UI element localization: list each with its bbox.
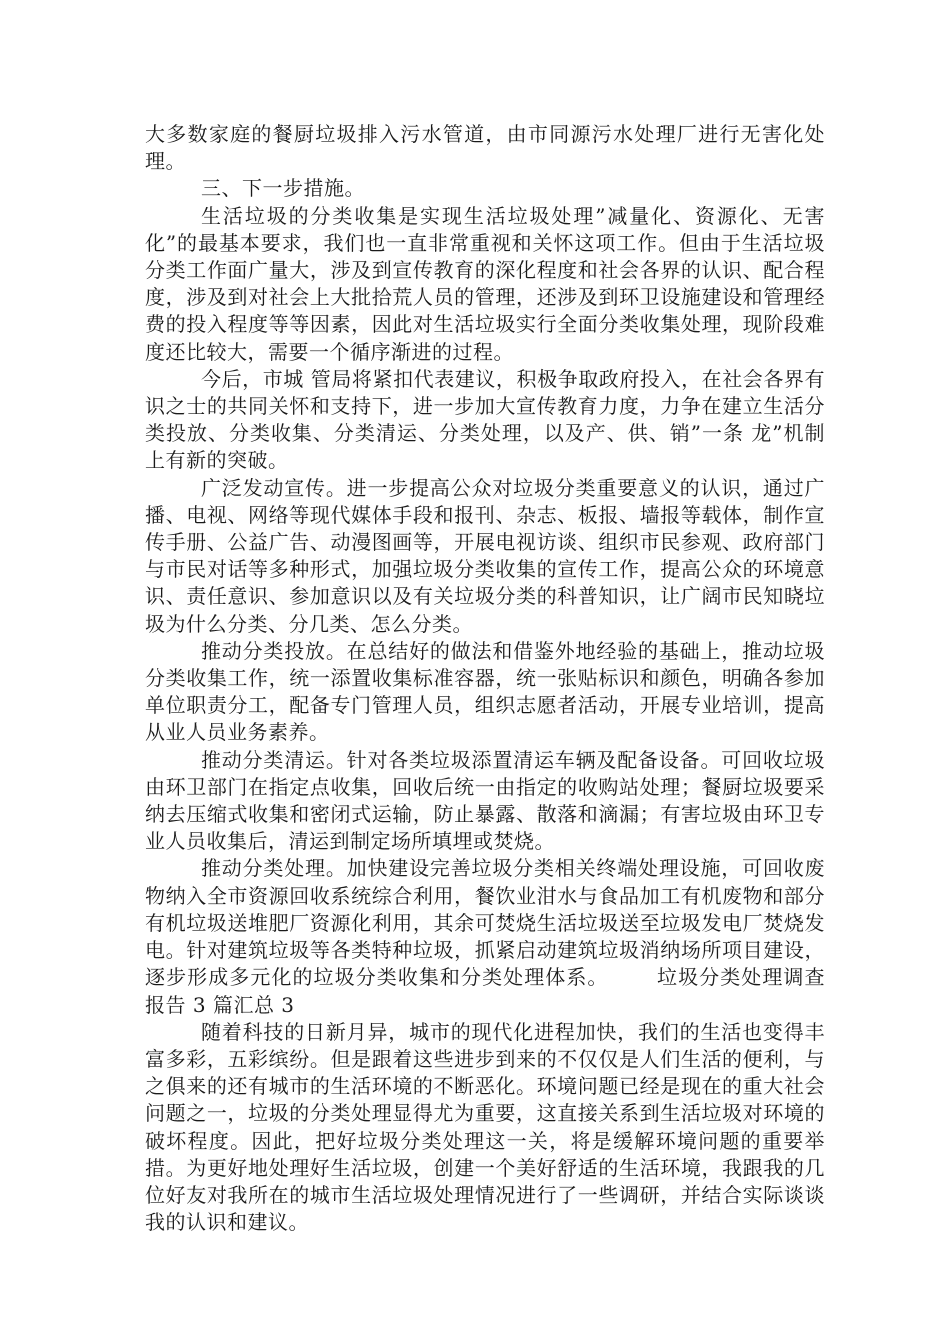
- report-section-heading: 垃圾分类处理调查报告 3 篇汇总 3: [145, 965, 826, 1017]
- section-heading-next-steps: 三、下一步措施。: [201, 176, 365, 201]
- document-body: [145, 121, 825, 1236]
- paragraph-intro-continuation: 大多数家庭的餐厨垃圾排入污水管道，由市同源污水处理厂进行无害化处理。: [145, 122, 825, 174]
- paragraph-publicity: 广泛发动宣传。进一步提高公众对垃圾分类重要意义的认识，通过广播、电视、网络等现代媒体手段和报刊、杂志、板报、墙报等载体，制作宣传手册、公益广告、动漫图画等，开展电视访谈、组织市民参观、政府部门与市民对话等多种形式，加强垃圾分类收集的宣传工作，提高公众的环境意识、责任意识、参加意识以及有关垃圾分类的科普知识，让广阔市民知晓垃圾为什么分类、分几类、怎么分类。: [145, 475, 825, 636]
- paragraph-sorted-transport: 推动分类清运。针对各类垃圾添置清运车辆及配备设备。可回收垃圾由环卫部门在指定点收集，回收后统一由指定的收购站处理；餐厨垃圾要采纳去压缩式收集和密闭式运输，防止暴露、散落和滴漏；有害垃圾由环卫专业人员收集后，清运到制定场所填埋或焚烧。: [145, 747, 825, 854]
- paragraph-sorted-processing-text: 推动分类处理。加快建设完善垃圾分类相关终端处理设施，可回收废物纳入全市资源回收系统综合利用，餐饮业泔水与食品加工有机废物和部分有机垃圾送堆肥厂资源化利用，其余可焚烧生活垃圾送至垃圾发电厂焚烧发电。针对建筑垃圾等各类特种垃圾，抓紧启动建筑垃圾消纳场所项目建设，逐步形成多元化的垃圾分类收集和分类处理体系。: [145, 856, 825, 990]
- paragraph-sorted-disposal: 推动分类投放。在总结好的做法和借鉴外地经验的基础上，推动垃圾分类收集工作，统一添置收集标准容器，统一张贴标识和颜色，明确各参加单位职责分工，配备专门管理人员，组织志愿者活动，开展专业培训，提高从业人员业务素养。: [145, 638, 825, 745]
- paragraph-report-introduction: 随着科技的日新月异，城市的现代化进程加快，我们的生活也变得丰富多彩，五彩缤纷。但是跟着这些进步到来的不仅仅是人们生活的便利，与之俱来的还有城市的生活环境的不断恶化。环境问题已经是现在的重大社会问题之一，垃圾的分类处理显得尤为重要，这直接关系到生活垃圾对环境的破坏程度。因此，把好垃圾分类处理这一关，将是缓解环境问题的重要举措。为更好地处理好生活垃圾，创建一个美好舒适的生活环境，我跟我的几位好友对我所在的城市生活垃圾处理情况进行了一些调研，并结合实际谈谈我的认识和建议。: [145, 1019, 825, 1235]
- paragraph-future-plan: 今后，市城 管局将紧扣代表建议，积极争取政府投入，在社会各界有识之士的共同关怀和支持下，进一步加大宣传教育力度，力争在建立生活分类投放、分类收集、分类清运、分类处理，以及产、供、销”一条 龙”机制上有新的突破。: [145, 366, 825, 473]
- paragraph-classification-requirement: 生活垃圾的分类收集是实现生活垃圾处理”减量化、资源化、无害化”的最基本要求，我们也一直非常重视和关怀这项工作。但由于生活垃圾分类工作面广量大，涉及到宣传教育的深化程度和社会各界的认识、配合程度，涉及到对社会上大批拾荒人员的管理，还涉及到环卫设施建设和管理经费的投入程度等等因素，因此对生活垃圾实行全面分类收集处理，现阶段难度还比较大，需要一个循序渐进的过程。: [145, 203, 825, 364]
- paragraph-sorted-processing: [145, 855, 825, 1018]
